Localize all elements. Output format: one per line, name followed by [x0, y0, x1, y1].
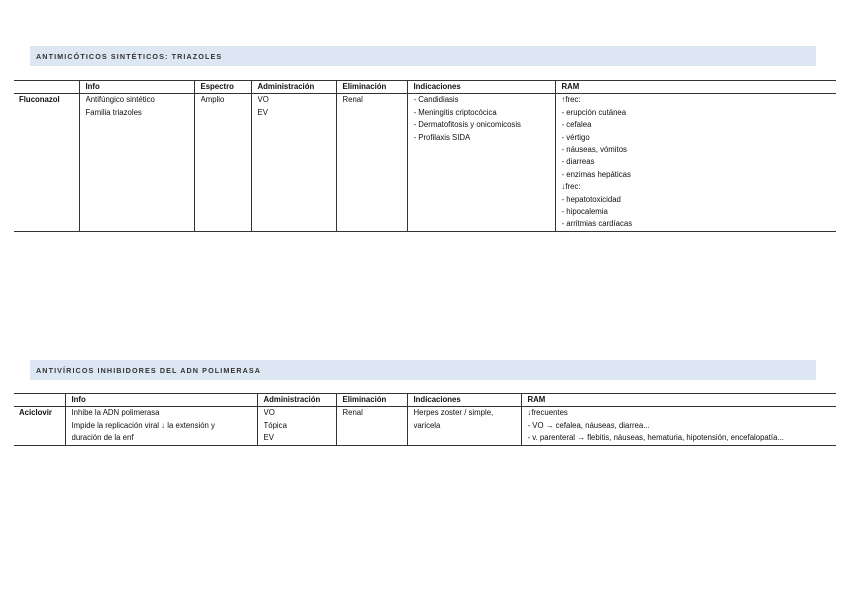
- eliminacion-line: Renal: [342, 95, 363, 105]
- ram-line: - vértigo: [561, 132, 590, 142]
- ram-line: ↑frec:: [561, 95, 581, 105]
- header-ram: RAM: [521, 394, 836, 407]
- administracion-cell: [251, 94, 336, 231]
- table-header-row: [14, 81, 836, 94]
- administracion-line: Tópica: [263, 420, 287, 430]
- header-cell: [14, 81, 79, 94]
- section-title-triazoles: ANTIMICÓTICOS SINTÉTICOS: TRIAZOLES: [30, 46, 816, 66]
- indicaciones-line: Herpes zoster / simple,: [413, 408, 494, 418]
- eliminacion-cell: [336, 94, 407, 231]
- drug-name-fluconazol: Fluconazol: [14, 94, 79, 231]
- ram-line: - cefalea: [561, 120, 592, 130]
- ram-cell: [521, 407, 836, 445]
- header-info: Info: [79, 81, 194, 94]
- info-cell: [65, 407, 257, 445]
- drug-name-aciclovir: Aciclovir: [14, 407, 65, 445]
- ram-line: - erupción cutánea: [561, 107, 627, 117]
- indicaciones-line: - Profilaxis SIDA: [413, 132, 471, 142]
- administracion-line: EV: [263, 433, 274, 443]
- info-line: Inhibe la ADN polimerasa: [71, 408, 160, 418]
- section-title-antiviricos: ANTIVÍRICOS INHIBIDORES DEL ADN POLIMERASA: [30, 360, 816, 380]
- triazoles-table: [14, 80, 836, 232]
- header-ram: RAM: [555, 81, 836, 94]
- ram-line: - arritmias cardíacas: [561, 219, 633, 229]
- ram-line: - VO → cefalea, náuseas, diarrea...: [527, 420, 650, 430]
- table-row: [14, 407, 836, 445]
- header-administracion: Administración: [251, 81, 336, 94]
- info-line: Antifúngico sintético: [85, 95, 155, 105]
- table-header-row: [14, 394, 836, 407]
- ram-cell: [555, 94, 836, 231]
- ram-line: ↓frecuentes: [527, 408, 568, 418]
- info-line: Familia triazoles: [85, 107, 142, 117]
- info-line: duración de la enf: [71, 433, 134, 443]
- administracion-cell: [257, 407, 336, 445]
- ram-line: - v. parenteral → flebitis, náuseas, hematuria, hipotensión, encefalopatía...: [527, 433, 784, 443]
- ram-line: - enzimas hepáticas: [561, 169, 631, 179]
- ram-line: - náuseas, vómitos: [561, 145, 627, 155]
- ram-line: - hipocalemia: [561, 207, 608, 217]
- ram-line: - diarreas: [561, 157, 595, 167]
- administracion-line: EV: [257, 107, 268, 117]
- indicaciones-line: - Dermatofitosis y onicomicosis: [413, 120, 521, 130]
- indicaciones-cell: [407, 94, 555, 231]
- info-cell: [79, 94, 194, 231]
- eliminacion-cell: [336, 407, 407, 445]
- indicaciones-line: varicela: [413, 420, 441, 430]
- header-eliminacion: Eliminación: [336, 81, 407, 94]
- header-espectro: Espectro: [194, 81, 251, 94]
- ram-line: - hepatotoxicidad: [561, 194, 621, 204]
- indicaciones-line: - Candidiasis: [413, 95, 459, 105]
- espectro-cell: [194, 94, 251, 231]
- table-row: [14, 94, 836, 231]
- header-indicaciones: Indicaciones: [407, 81, 555, 94]
- indicaciones-cell: [407, 407, 521, 445]
- espectro-line: Amplio: [200, 95, 225, 105]
- administracion-line: VO: [257, 95, 269, 105]
- header-eliminacion: Eliminación: [336, 394, 407, 407]
- header-indicaciones: Indicaciones: [407, 394, 521, 407]
- info-line: Impide la replicación viral ↓ la extensión y: [71, 420, 215, 430]
- ram-line: ↓frec:: [561, 182, 581, 192]
- administracion-line: VO: [263, 408, 275, 418]
- header-administracion: Administración: [257, 394, 336, 407]
- eliminacion-line: Renal: [342, 408, 363, 418]
- header-info: Info: [65, 394, 257, 407]
- header-cell: [14, 394, 65, 407]
- indicaciones-line: - Meningitis criptocócica: [413, 107, 497, 117]
- antiviricos-table: [14, 393, 836, 446]
